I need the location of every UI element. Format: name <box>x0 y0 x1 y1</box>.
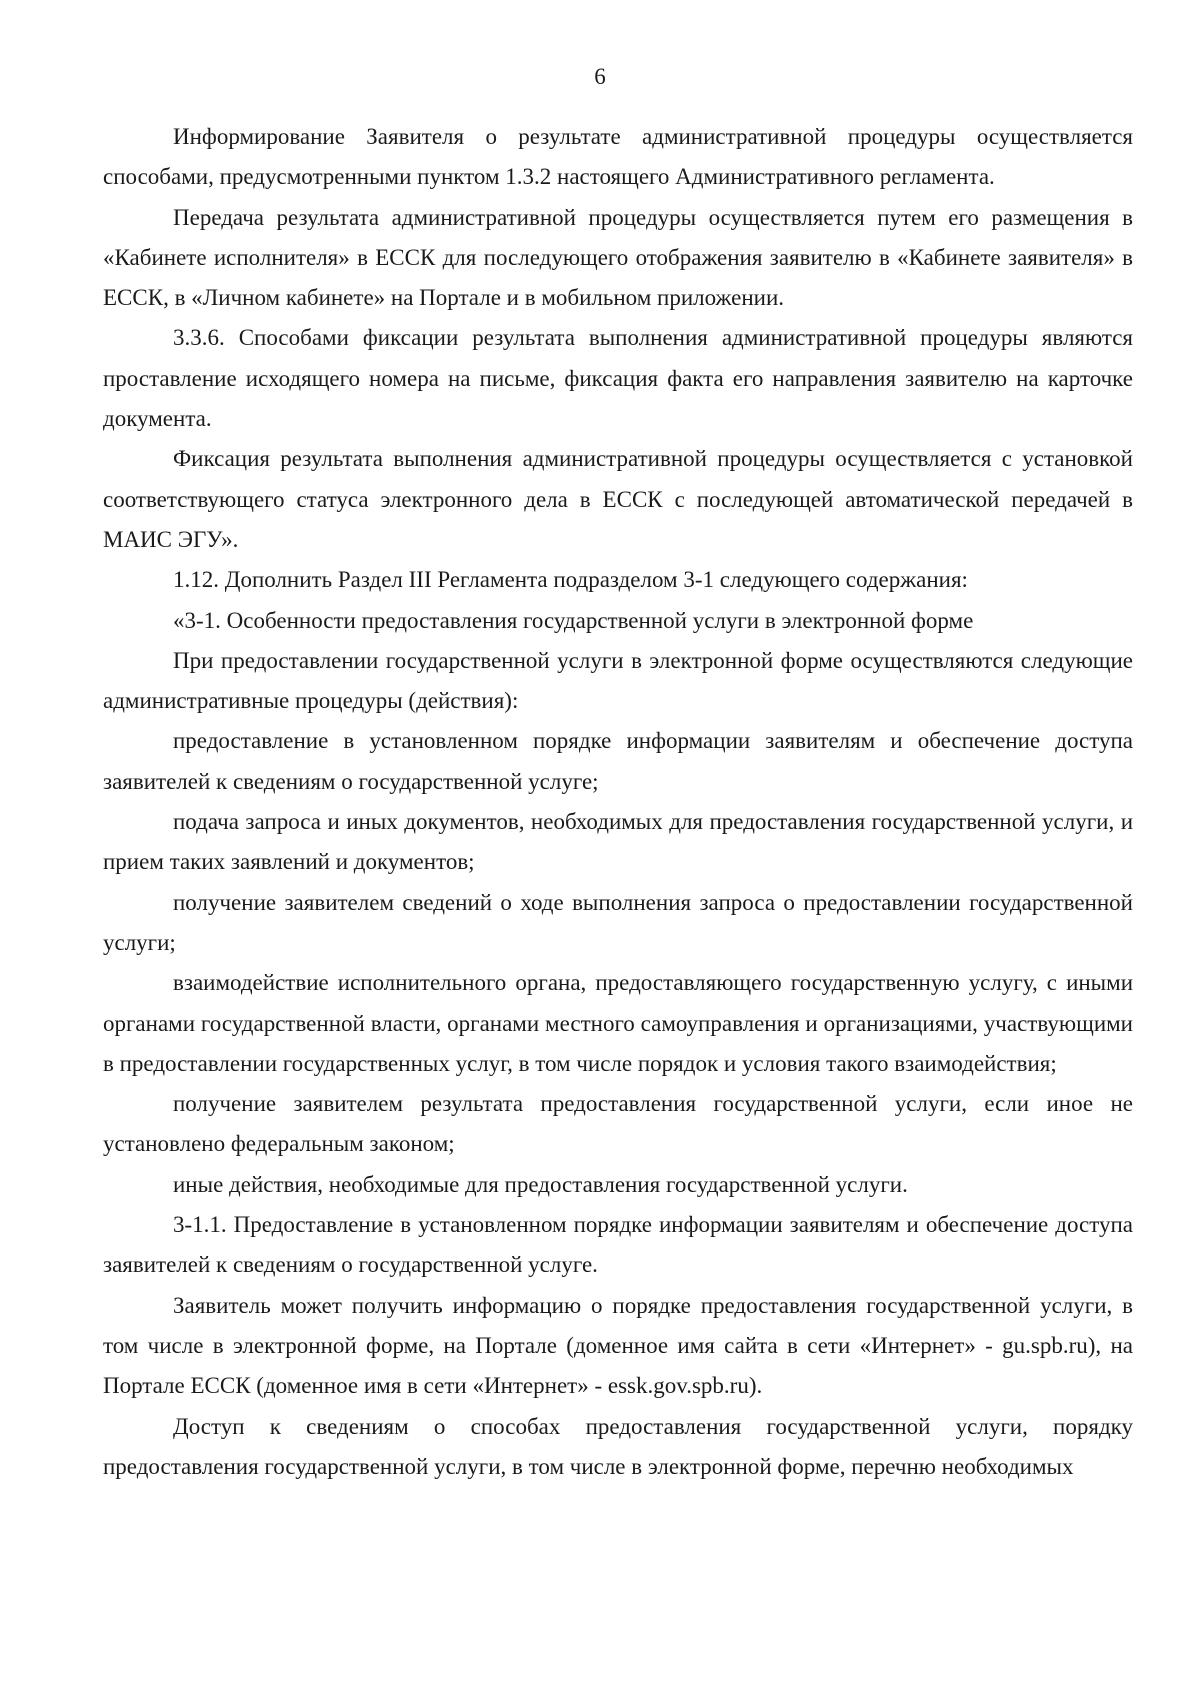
paragraph-3-1-1: 3-1.1. Предоставление в установленном порядке информации заявителям и обеспечение доступа заявителей к сведениям о государственной услуге. <box>103 1212 1133 1278</box>
section-heading-3-1: «3-1. Особенности предоставления государственной услуги в электронной форме <box>173 607 974 633</box>
list-item-result-receipt: получение заявителем результата предоставления государственной услуги, если иное не установлено федеральным законом; <box>103 1091 1133 1157</box>
list-item-request-submission: подача запроса и иных документов, необходимых для предоставления государственной услуги, и прием таких заявлений и документов; <box>103 809 1133 875</box>
page-number: 6 <box>594 64 606 89</box>
paragraph-3-3-6-fixation-methods: 3.3.6. Способами фиксации результата выполнения административной процедуры являются проставление исходящего номера на письме, фиксация факта его направления заявителю на карточке документа. <box>103 325 1133 432</box>
paragraph-result-fixation: Фиксация результата выполнения административной процедуры осуществляется с установкой соответствующего статуса электронного дела в ЕССК с последующей автоматической передачей в МАИС ЭГУ». <box>103 446 1133 552</box>
list-item-status-info: получение заявителем сведений о ходе выполнения запроса о предоставлении государственной услуги; <box>103 889 1133 955</box>
paragraph-access-to-info: Доступ к сведениям о способах предоставления государственной услуги, порядку предоставления государственной услуги, в том числе в электронной форме, перечню необходимых <box>103 1413 1133 1479</box>
paragraph-informing-applicant: Информирование Заявителя о результате административной процедуры осуществляется способами, предусмотренными пунктом 1.3.2 настоящего Административного регламента. <box>103 124 1133 190</box>
list-item-interaction: взаимодействие исполнительного органа, предоставляющего государственную услугу, с иными органами государственной власти, органами местного самоуправления и организациями, участвующими в предоставлении государственных услуг, в том числе порядок и условия такого взаимодействия; <box>103 970 1133 1076</box>
list-item-info-provision: предоставление в установленном порядке информации заявителям и обеспечение доступа заявителей к сведениям о государственной услуге; <box>103 728 1133 794</box>
paragraph-1-12-amendment: 1.12. Дополнить Раздел III Регламента подразделом 3-1 следующего содержания: <box>173 567 968 593</box>
paragraph-result-transfer: Передача результата административной процедуры осуществляется путем его размещения в «Кабинете исполнителя» в ЕССК для последующего отображения заявителю в «Кабинете заявителя» в ЕССК, в «Личном кабинете» на Портале и в мобильном приложении. <box>103 204 1133 311</box>
paragraph-portal-info: Заявитель может получить информацию о порядке предоставления государственной услуги, в том числе в электронной форме, на Портале (доменное имя сайта в сети «Интернет» - gu.spb.ru), на Портале ЕССК (доменное имя в сети «Интернет» - essk.gov.spb.ru). <box>103 1292 1133 1399</box>
document-body <box>103 117 1133 1487</box>
list-item-other-actions: иные действия, необходимые для предоставления государственной услуги. <box>173 1171 908 1197</box>
paragraph-electronic-procedures-intro: При предоставлении государственной услуги в электронной форме осуществляются следующие административные процедуры (действия): <box>103 647 1133 714</box>
